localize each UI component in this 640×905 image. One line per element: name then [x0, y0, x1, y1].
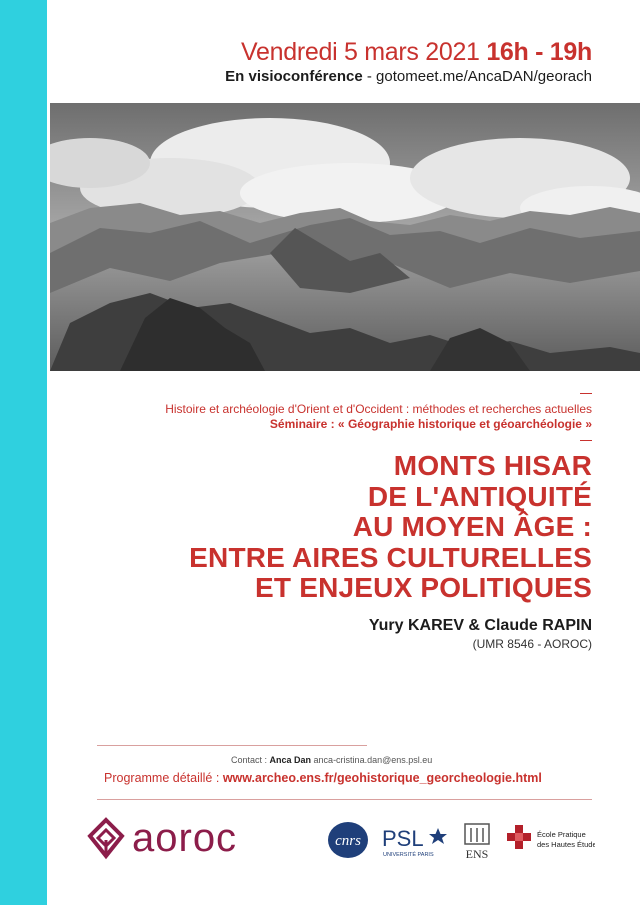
- ephe-cross-icon: [507, 825, 531, 849]
- star-icon: [429, 828, 447, 844]
- aoroc-wordmark: aoroc: [132, 815, 238, 860]
- psl-subtext: UNIVERSITÉ PARIS: [383, 852, 434, 858]
- cnrs-logo: [327, 821, 369, 864]
- time-text: 16h - 19h: [486, 38, 592, 66]
- separator: -: [362, 68, 377, 85]
- program-line: [104, 771, 542, 785]
- meeting-link[interactable]: gotomeet.me/AncaDAN/georach: [376, 68, 592, 85]
- title-line: MONTS HISAR: [393, 450, 592, 481]
- title-line: ET ENJEUX POLITIQUES: [255, 572, 592, 603]
- accent-dash: [580, 393, 592, 394]
- talk-title: [189, 451, 592, 604]
- seminar-title: Séminaire : « Géographie historique et géoarchéologie »: [269, 417, 592, 431]
- mode-text: En visioconférence: [225, 68, 363, 85]
- date-text: Vendredi 5 mars 2021: [241, 38, 480, 66]
- mountain-photo: [50, 103, 640, 371]
- cnrs-text: cnrs: [335, 833, 361, 849]
- program-link[interactable]: www.archeo.ens.fr/geohistorique_georcheologie.html: [222, 771, 542, 785]
- divider: [97, 745, 367, 746]
- ens-logo: [461, 820, 493, 867]
- event-location: [225, 68, 592, 85]
- aoroc-logo: [86, 816, 237, 860]
- event-date: [241, 38, 592, 67]
- title-line: ENTRE AIRES CULTURELLES: [189, 541, 592, 573]
- psl-logo: [382, 824, 448, 863]
- research-unit: (UMR 8546 - AOROC): [472, 637, 592, 651]
- contact-name: Anca Dan: [269, 755, 312, 765]
- aoroc-mark-icon: [86, 816, 126, 860]
- speakers: Yury KAREV & Claude RAPIN: [368, 617, 592, 634]
- psl-text: PSL: [382, 826, 424, 851]
- program-label: Programme détaillé :: [104, 771, 223, 785]
- contact-email[interactable]: anca-cristina.dan@ens.psl.eu: [311, 755, 433, 765]
- title-line: DE L'ANTIQUITÉ: [367, 480, 592, 512]
- ephe-logo: [505, 823, 595, 864]
- divider: [97, 799, 592, 800]
- ephe-line1: École Pratique: [537, 830, 586, 839]
- ens-text: ENS: [465, 847, 489, 861]
- title-line: AU MOYEN ÂGE :: [352, 511, 592, 542]
- side-stripe: [0, 0, 47, 905]
- series-title: Histoire et archéologie d'Orient et d'Occident : méthodes et recherches actuelles: [165, 402, 592, 416]
- accent-dash: [580, 440, 592, 441]
- contact-line: [231, 755, 432, 765]
- ephe-line2: des Hautes Études: [537, 840, 595, 849]
- contact-label: Contact :: [231, 755, 270, 765]
